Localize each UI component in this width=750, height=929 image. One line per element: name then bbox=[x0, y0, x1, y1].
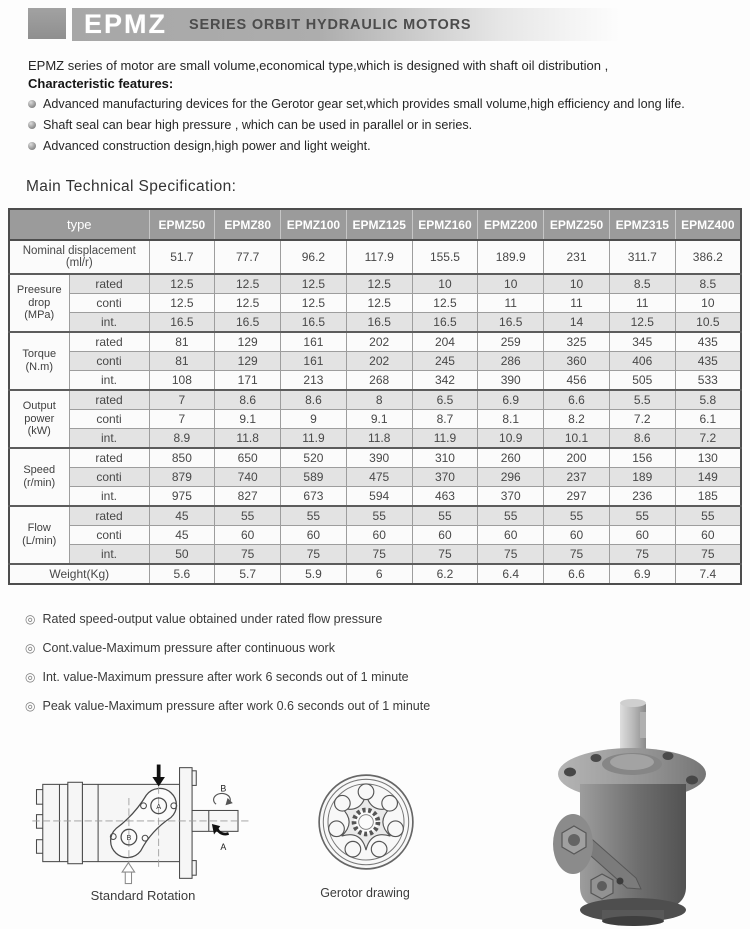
spec-value-cell: 16.5 bbox=[215, 313, 281, 333]
spec-value-cell: 81 bbox=[149, 352, 215, 371]
spec-value-cell: 9.1 bbox=[215, 410, 281, 429]
spec-value-cell: 45 bbox=[149, 526, 215, 545]
spec-value-cell: 6.4 bbox=[478, 564, 544, 584]
spec-value-cell: 55 bbox=[346, 506, 412, 526]
spec-value-cell: 12.5 bbox=[412, 294, 478, 313]
spec-value-cell: 108 bbox=[149, 371, 215, 391]
nominal-displacement-row bbox=[9, 240, 741, 274]
group-label-line: Speed bbox=[23, 464, 56, 477]
spec-value-cell: 60 bbox=[215, 526, 281, 545]
sub-label-cell: int. bbox=[69, 487, 149, 507]
spec-value-cell: 740 bbox=[215, 468, 281, 487]
spec-value-cell: 8.1 bbox=[478, 410, 544, 429]
spec-value-cell: 8.5 bbox=[609, 274, 675, 294]
spec-value-cell: 60 bbox=[346, 526, 412, 545]
model-header-cell: EPMZ80 bbox=[215, 209, 281, 240]
spec-value-cell: 673 bbox=[281, 487, 347, 507]
spec-value-cell: 11 bbox=[609, 294, 675, 313]
motor-photo-icon bbox=[540, 692, 725, 927]
model-header-cell: EPMZ250 bbox=[544, 209, 610, 240]
spec-value-cell: 12.5 bbox=[149, 294, 215, 313]
spec-value-cell: 311.7 bbox=[609, 240, 675, 274]
spec-value-cell: 386.2 bbox=[675, 240, 741, 274]
model-header-cell: EPMZ125 bbox=[346, 209, 412, 240]
nominal-label-cell bbox=[9, 240, 149, 274]
group-label-cell bbox=[9, 390, 69, 448]
note-text: Peak value-Maximum pressure after work 0.6 seconds out of 1 minute bbox=[42, 699, 431, 714]
spec-value-cell: 975 bbox=[149, 487, 215, 507]
spec-value-cell: 16.5 bbox=[346, 313, 412, 333]
spec-row bbox=[9, 332, 741, 352]
note-text: Cont.value-Maximum pressure after continuous work bbox=[42, 641, 335, 656]
spec-value-cell: 149 bbox=[675, 468, 741, 487]
spec-value-cell: 6.9 bbox=[478, 390, 544, 410]
spec-value-cell: 75 bbox=[544, 545, 610, 565]
spec-value-cell: 12.5 bbox=[346, 294, 412, 313]
group-label-line: power bbox=[24, 412, 55, 425]
sub-label-cell: int. bbox=[69, 313, 149, 333]
spec-value-cell: 231 bbox=[544, 240, 610, 274]
port-a-label: A bbox=[156, 801, 162, 811]
spec-row bbox=[9, 274, 741, 294]
spec-value-cell: 8.6 bbox=[609, 429, 675, 449]
nominal-label: Nominal displacement bbox=[22, 245, 136, 257]
features-list bbox=[28, 97, 728, 153]
feature-text: Advanced manufacturing devices for the Gerotor gear set,which provides small volume,high efficiency and long life. bbox=[43, 97, 685, 111]
spec-value-cell: 5.6 bbox=[149, 564, 215, 584]
spec-value-cell: 7 bbox=[149, 390, 215, 410]
spec-value-cell: 12.5 bbox=[215, 294, 281, 313]
spec-value-cell: 5.9 bbox=[281, 564, 347, 584]
spec-value-cell: 16.5 bbox=[149, 313, 215, 333]
group-label-line: Flow bbox=[27, 522, 51, 535]
spec-value-cell: 8.7 bbox=[412, 410, 478, 429]
spec-value-cell: 10 bbox=[675, 294, 741, 313]
standard-rotation-drawing-icon bbox=[28, 752, 258, 894]
sub-label-cell: int. bbox=[69, 545, 149, 565]
spec-value-cell: 11.9 bbox=[281, 429, 347, 449]
spec-value-cell: 77.7 bbox=[215, 240, 281, 274]
standard-rotation-caption: Standard Rotation bbox=[90, 888, 196, 903]
spec-value-cell: 325 bbox=[544, 332, 610, 352]
group-label-line: (N.m) bbox=[25, 361, 53, 373]
spec-value-cell: 6.2 bbox=[412, 564, 478, 584]
spec-value-cell: 360 bbox=[544, 352, 610, 371]
spec-value-cell: 55 bbox=[412, 506, 478, 526]
note-bullet-icon: ◎ bbox=[25, 699, 36, 714]
spec-value-cell: 10 bbox=[412, 274, 478, 294]
spec-value-cell: 345 bbox=[609, 332, 675, 352]
spec-value-cell: 60 bbox=[544, 526, 610, 545]
spec-value-cell: 185 bbox=[675, 487, 741, 507]
spec-value-cell: 16.5 bbox=[281, 313, 347, 333]
note-bullet-icon: ◎ bbox=[25, 612, 36, 626]
spec-row bbox=[9, 448, 741, 468]
spec-value-cell: 171 bbox=[215, 371, 281, 391]
spec-value-cell: 10.9 bbox=[478, 429, 544, 449]
spec-value-cell: 594 bbox=[346, 487, 412, 507]
features-heading: Characteristic features: bbox=[28, 76, 174, 91]
spec-value-cell: 14 bbox=[544, 313, 610, 333]
feature-item bbox=[28, 118, 728, 132]
spec-row bbox=[9, 410, 741, 429]
spec-value-cell: 129 bbox=[215, 332, 281, 352]
spec-row bbox=[9, 487, 741, 507]
spec-value-cell: 55 bbox=[478, 506, 544, 526]
spec-value-cell: 435 bbox=[675, 332, 741, 352]
spec-table-body bbox=[9, 240, 741, 584]
spec-value-cell: 130 bbox=[675, 448, 741, 468]
spec-value-cell: 7.2 bbox=[675, 429, 741, 449]
spec-value-cell: 406 bbox=[609, 352, 675, 371]
group-label-cell bbox=[9, 332, 69, 390]
spec-table-head bbox=[9, 209, 741, 240]
spec-value-cell: 55 bbox=[281, 506, 347, 526]
spec-value-cell: 11.9 bbox=[412, 429, 478, 449]
gerotor-figure bbox=[316, 772, 416, 872]
spec-value-cell: 75 bbox=[412, 545, 478, 565]
spec-value-cell: 237 bbox=[544, 468, 610, 487]
spec-value-cell: 8.6 bbox=[281, 390, 347, 410]
spec-value-cell: 81 bbox=[149, 332, 215, 352]
model-header-cell: EPMZ160 bbox=[412, 209, 478, 240]
spec-value-cell: 10.1 bbox=[544, 429, 610, 449]
spec-value-cell: 8.6 bbox=[215, 390, 281, 410]
note-item bbox=[25, 612, 585, 628]
spec-value-cell: 12.5 bbox=[281, 294, 347, 313]
rotation-a-label: A bbox=[220, 842, 227, 853]
spec-row bbox=[9, 526, 741, 545]
weight-row bbox=[9, 564, 741, 584]
spec-value-cell: 51.7 bbox=[149, 240, 215, 274]
spec-value-cell: 60 bbox=[609, 526, 675, 545]
spec-value-cell: 236 bbox=[609, 487, 675, 507]
spec-value-cell: 6.5 bbox=[412, 390, 478, 410]
spec-value-cell: 16.5 bbox=[478, 313, 544, 333]
group-label-cell bbox=[9, 274, 69, 332]
group-label-line: (MPa) bbox=[24, 309, 55, 322]
feature-item bbox=[28, 97, 728, 111]
spec-value-cell: 297 bbox=[544, 487, 610, 507]
spec-value-cell: 117.9 bbox=[346, 240, 412, 274]
group-label-cell bbox=[9, 448, 69, 506]
spec-value-cell: 11 bbox=[478, 294, 544, 313]
group-label-cell bbox=[9, 506, 69, 564]
spec-value-cell: 286 bbox=[478, 352, 544, 371]
sub-label-cell: rated bbox=[69, 448, 149, 468]
spec-value-cell: 55 bbox=[675, 506, 741, 526]
spec-value-cell: 55 bbox=[544, 506, 610, 526]
spec-value-cell: 202 bbox=[346, 332, 412, 352]
type-header-cell: type bbox=[9, 209, 149, 240]
spec-value-cell: 533 bbox=[675, 371, 741, 391]
spec-value-cell: 296 bbox=[478, 468, 544, 487]
spec-row bbox=[9, 313, 741, 333]
group-label-line: Torque bbox=[22, 348, 57, 361]
group-label-line: (kW) bbox=[27, 425, 51, 438]
spec-value-cell: 10.5 bbox=[675, 313, 741, 333]
spec-row bbox=[9, 468, 741, 487]
feature-bullet-icon bbox=[28, 100, 36, 108]
spec-row bbox=[9, 429, 741, 449]
group-label-line: (r/min) bbox=[23, 477, 56, 489]
spec-value-cell: 12.5 bbox=[609, 313, 675, 333]
banner-title: SERIES ORBIT HYDRAULIC MOTORS bbox=[189, 16, 472, 33]
sub-label-cell: rated bbox=[69, 332, 149, 352]
spec-value-cell: 75 bbox=[478, 545, 544, 565]
intro-section bbox=[28, 58, 728, 160]
spec-value-cell: 6.6 bbox=[544, 390, 610, 410]
spec-value-cell: 463 bbox=[412, 487, 478, 507]
note-text: Int. value-Maximum pressure after work 6 seconds out of 1 minute bbox=[42, 670, 409, 685]
spec-value-cell: 259 bbox=[478, 332, 544, 352]
spec-value-cell: 7.4 bbox=[675, 564, 741, 584]
feature-text: Advanced construction design,high power and light weight. bbox=[43, 139, 371, 153]
spec-value-cell: 310 bbox=[412, 448, 478, 468]
spec-value-cell: 8 bbox=[346, 390, 412, 410]
spec-value-cell: 75 bbox=[609, 545, 675, 565]
note-bullet-icon: ◎ bbox=[25, 670, 36, 685]
spec-value-cell: 8.9 bbox=[149, 429, 215, 449]
spec-value-cell: 60 bbox=[675, 526, 741, 545]
standard-rotation-figure bbox=[28, 752, 258, 894]
spec-value-cell: 60 bbox=[281, 526, 347, 545]
spec-value-cell: 12.5 bbox=[215, 274, 281, 294]
spec-value-cell: 9.1 bbox=[346, 410, 412, 429]
spec-value-cell: 7.2 bbox=[609, 410, 675, 429]
spec-value-cell: 390 bbox=[478, 371, 544, 391]
inlet-arrow-icon bbox=[152, 765, 165, 787]
spec-value-cell: 370 bbox=[478, 487, 544, 507]
spec-value-cell: 60 bbox=[412, 526, 478, 545]
model-header-cell: EPMZ315 bbox=[609, 209, 675, 240]
spec-value-cell: 6.6 bbox=[544, 564, 610, 584]
spec-value-cell: 5.8 bbox=[675, 390, 741, 410]
spec-value-cell: 6.9 bbox=[609, 564, 675, 584]
group-label-line: Preesure bbox=[16, 283, 62, 296]
spec-row bbox=[9, 371, 741, 391]
spec-value-cell: 11.8 bbox=[215, 429, 281, 449]
group-label-line: (L/min) bbox=[22, 535, 57, 547]
spec-table-wrap bbox=[8, 208, 742, 585]
sub-label-cell: int. bbox=[69, 429, 149, 449]
nominal-unit: (ml/r) bbox=[65, 257, 93, 269]
spec-value-cell: 6 bbox=[346, 564, 412, 584]
spec-value-cell: 245 bbox=[412, 352, 478, 371]
spec-value-cell: 155.5 bbox=[412, 240, 478, 274]
group-label-line: Output bbox=[22, 399, 56, 412]
sub-label-cell: rated bbox=[69, 506, 149, 526]
spec-row bbox=[9, 390, 741, 410]
spec-value-cell: 589 bbox=[281, 468, 347, 487]
spec-value-cell: 129 bbox=[215, 352, 281, 371]
spec-value-cell: 16.5 bbox=[412, 313, 478, 333]
spec-row bbox=[9, 294, 741, 313]
feature-bullet-icon bbox=[28, 121, 36, 129]
feature-text: Shaft seal can bear high pressure , which can be used in parallel or in series. bbox=[43, 118, 473, 132]
model-header-cell: EPMZ100 bbox=[281, 209, 347, 240]
spec-value-cell: 189.9 bbox=[478, 240, 544, 274]
spec-value-cell: 75 bbox=[675, 545, 741, 565]
spec-value-cell: 202 bbox=[346, 352, 412, 371]
spec-value-cell: 268 bbox=[346, 371, 412, 391]
section-heading: Main Technical Specification: bbox=[26, 178, 237, 195]
sub-label-cell: conti bbox=[69, 526, 149, 545]
sub-label-cell: conti bbox=[69, 410, 149, 429]
spec-value-cell: 75 bbox=[281, 545, 347, 565]
spec-value-cell: 45 bbox=[149, 506, 215, 526]
motor-photo bbox=[540, 692, 725, 927]
spec-row bbox=[9, 352, 741, 371]
spec-value-cell: 60 bbox=[478, 526, 544, 545]
sub-label-cell: rated bbox=[69, 390, 149, 410]
sub-label-cell: conti bbox=[69, 294, 149, 313]
spec-value-cell: 7 bbox=[149, 410, 215, 429]
sub-label-cell: conti bbox=[69, 468, 149, 487]
spec-value-cell: 156 bbox=[609, 448, 675, 468]
model-header-cell: EPMZ50 bbox=[149, 209, 215, 240]
spec-value-cell: 260 bbox=[478, 448, 544, 468]
spec-value-cell: 850 bbox=[149, 448, 215, 468]
spec-value-cell: 12.5 bbox=[346, 274, 412, 294]
spec-value-cell: 55 bbox=[215, 506, 281, 526]
spec-value-cell: 213 bbox=[281, 371, 347, 391]
spec-value-cell: 50 bbox=[149, 545, 215, 565]
spec-value-cell: 11 bbox=[544, 294, 610, 313]
banner bbox=[72, 8, 620, 41]
outlet-arrow-icon bbox=[122, 863, 135, 884]
spec-value-cell: 189 bbox=[609, 468, 675, 487]
port-b-label: B bbox=[126, 833, 132, 843]
spec-value-cell: 5.5 bbox=[609, 390, 675, 410]
spec-value-cell: 96.2 bbox=[281, 240, 347, 274]
note-item bbox=[25, 699, 585, 715]
spec-value-cell: 342 bbox=[412, 371, 478, 391]
spec-value-cell: 879 bbox=[149, 468, 215, 487]
spec-value-cell: 8.5 bbox=[675, 274, 741, 294]
spec-value-cell: 827 bbox=[215, 487, 281, 507]
rotation-b-label: B bbox=[220, 783, 227, 794]
intro-lead-text: EPMZ series of motor are small volume,economical type,which is designed with shaft oil distribution , bbox=[28, 58, 609, 73]
spec-value-cell: 204 bbox=[412, 332, 478, 352]
note-text: Rated speed-output value obtained under rated flow pressure bbox=[42, 612, 383, 626]
spec-value-cell: 161 bbox=[281, 332, 347, 352]
spec-table bbox=[8, 208, 742, 585]
spec-row bbox=[9, 506, 741, 526]
model-header-cell: EPMZ400 bbox=[675, 209, 741, 240]
banner-accent-square bbox=[28, 8, 66, 39]
spec-value-cell: 11.8 bbox=[346, 429, 412, 449]
feature-item bbox=[28, 139, 728, 153]
spec-value-cell: 475 bbox=[346, 468, 412, 487]
spec-value-cell: 435 bbox=[675, 352, 741, 371]
model-header-cell: EPMZ200 bbox=[478, 209, 544, 240]
note-item bbox=[25, 641, 585, 657]
note-item bbox=[25, 670, 585, 686]
group-label-line: drop bbox=[28, 296, 51, 309]
spec-value-cell: 55 bbox=[609, 506, 675, 526]
spec-value-cell: 390 bbox=[346, 448, 412, 468]
spec-value-cell: 505 bbox=[609, 371, 675, 391]
spec-value-cell: 12.5 bbox=[149, 274, 215, 294]
spec-value-cell: 12.5 bbox=[281, 274, 347, 294]
spec-row bbox=[9, 545, 741, 565]
sub-label-cell: int. bbox=[69, 371, 149, 391]
note-bullet-icon: ◎ bbox=[25, 641, 36, 656]
spec-value-cell: 456 bbox=[544, 371, 610, 391]
series-logo: EPMZ bbox=[84, 9, 168, 39]
spec-value-cell: 10 bbox=[544, 274, 610, 294]
notes-list bbox=[25, 612, 585, 728]
spec-value-cell: 9 bbox=[281, 410, 347, 429]
feature-bullet-icon bbox=[28, 142, 36, 150]
spec-value-cell: 10 bbox=[478, 274, 544, 294]
spec-value-cell: 200 bbox=[544, 448, 610, 468]
spec-value-cell: 5.7 bbox=[215, 564, 281, 584]
sub-label-cell: conti bbox=[69, 352, 149, 371]
spec-value-cell: 6.1 bbox=[675, 410, 741, 429]
table-header-row bbox=[9, 209, 741, 240]
spec-value-cell: 520 bbox=[281, 448, 347, 468]
gerotor-drawing-icon bbox=[316, 772, 416, 872]
spec-value-cell: 75 bbox=[215, 545, 281, 565]
spec-value-cell: 8.2 bbox=[544, 410, 610, 429]
spec-value-cell: 370 bbox=[412, 468, 478, 487]
spec-value-cell: 75 bbox=[346, 545, 412, 565]
spec-value-cell: 650 bbox=[215, 448, 281, 468]
spec-value-cell: 161 bbox=[281, 352, 347, 371]
gerotor-caption: Gerotor drawing bbox=[320, 886, 410, 900]
sub-label-cell: rated bbox=[69, 274, 149, 294]
weight-label-cell: Weight(Kg) bbox=[9, 564, 149, 584]
